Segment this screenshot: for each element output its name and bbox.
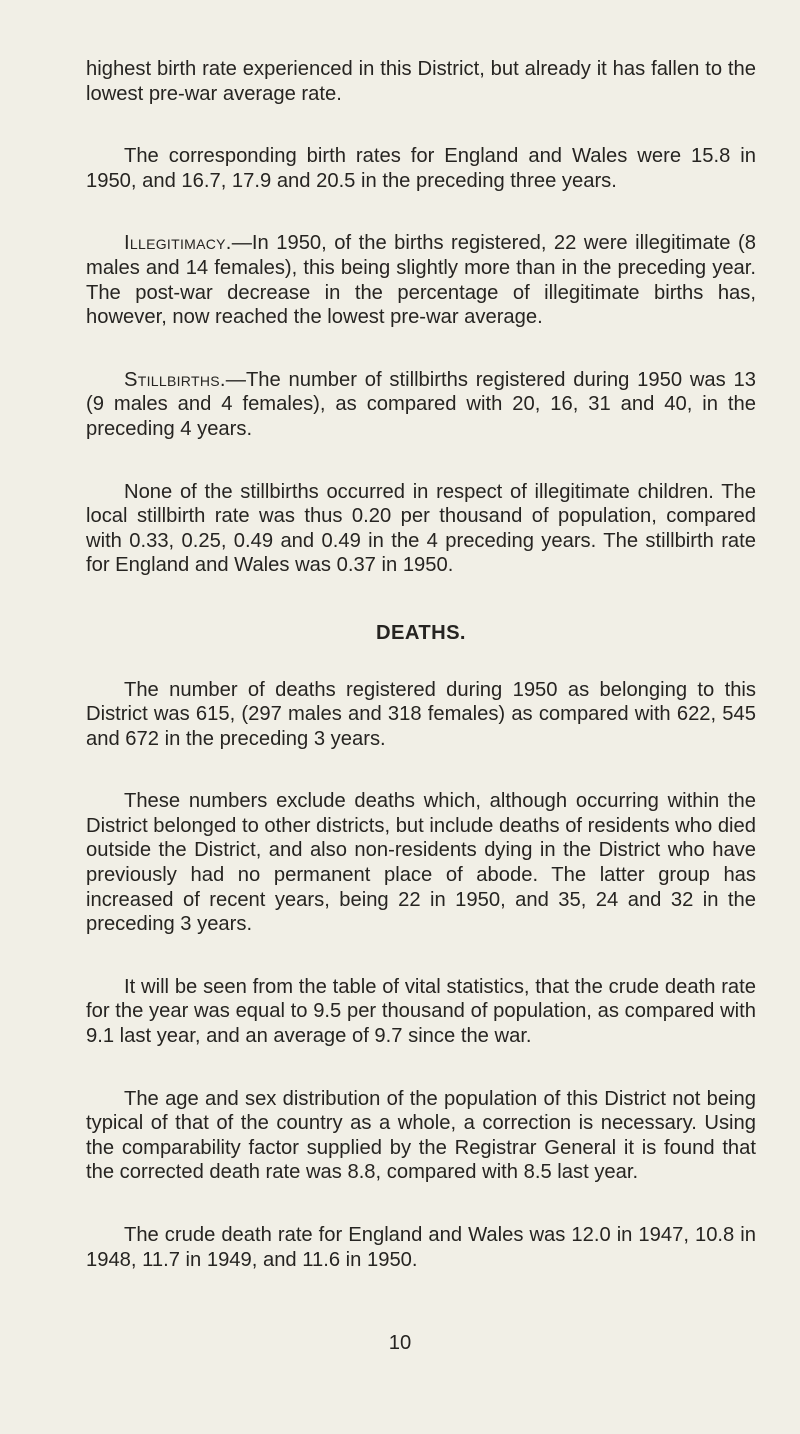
illegitimacy-lead: Illegitimacy. xyxy=(124,232,232,255)
paragraph-deaths-exclusions: These numbers exclude deaths which, although occurring within the District belonged to other districts, but include deaths of residents who died outside the District, and also non-residents dying in the District who have previously had no permanent place of abode. The latter group has increased of recent years, being 22 in 1950, and 35, 24 and 32 in the preceding 3 years. xyxy=(86,790,756,936)
paragraph-illegitimacy xyxy=(86,231,756,329)
paragraph-england-wales-birth-rates: The corresponding birth rates for England and Wales were 15.8 in 1950, and 16.7, 17.9 and 20.5 in the preceding three years. xyxy=(86,145,756,192)
illegitimacy-body: —In 1950, of the births registered, 22 were illegitimate (8 males and 14 females), this being slightly more than in the preceding year. The post-war decrease in the percentage of illegitimate births has, however, now reached the lowest pre-war average. xyxy=(86,232,756,329)
paragraph-deaths-registered: The number of deaths registered during 1950 as belonging to this District was 615, (297 males and 318 females) as compared with 622, 545 and 672 in the preceding 3 years. xyxy=(86,678,756,750)
paragraph-birth-rate-continued: highest birth rate experienced in this District, but already it has fallen to the lowest pre-war average rate. xyxy=(86,58,756,105)
page-number: 10 xyxy=(388,1332,412,1354)
paragraph-crude-death-rate: It will be seen from the table of vital statistics, that the crude death rate for the year was equal to 9.5 per thousand of population, as compared with 9.1 last year, and an average of 9.7 since the war. xyxy=(86,975,756,1048)
page-body xyxy=(86,57,756,1272)
paragraph-stillbirths xyxy=(86,368,756,442)
paragraph-england-wales-death-rates: The crude death rate for England and Wales was 12.0 in 1947, 10.8 in 1948, 11.7 in 1949, and 11.6 in 1950. xyxy=(86,1224,756,1271)
paragraph-corrected-death-rate: The age and sex distribution of the population of this District not being typical of that of the country as a whole, a correction is necessary. Using the comparability factor supplied by the Registrar General it is found that the corrected death rate was 8.8, compared with 8.5 last year. xyxy=(86,1087,756,1184)
stillbirths-lead: Stillbirths. xyxy=(124,368,226,391)
section-heading-deaths: DEATHS. xyxy=(376,621,466,644)
paragraph-stillbirth-rate: None of the stillbirths occurred in respect of illegitimate children. The local stillbirth rate was thus 0.20 per thousand of population, compared with 0.33, 0.25, 0.49 and 0.49 in the 4 preceding years. The stillbirth rate for England and Wales was 0.37 in 1950. xyxy=(86,480,756,577)
stillbirths-body: —The number of stillbirths registered during 1950 was 13 (9 males and 4 females), as compared with 20, 16, 31 and 40, in the preceding 4 years. xyxy=(86,368,756,440)
